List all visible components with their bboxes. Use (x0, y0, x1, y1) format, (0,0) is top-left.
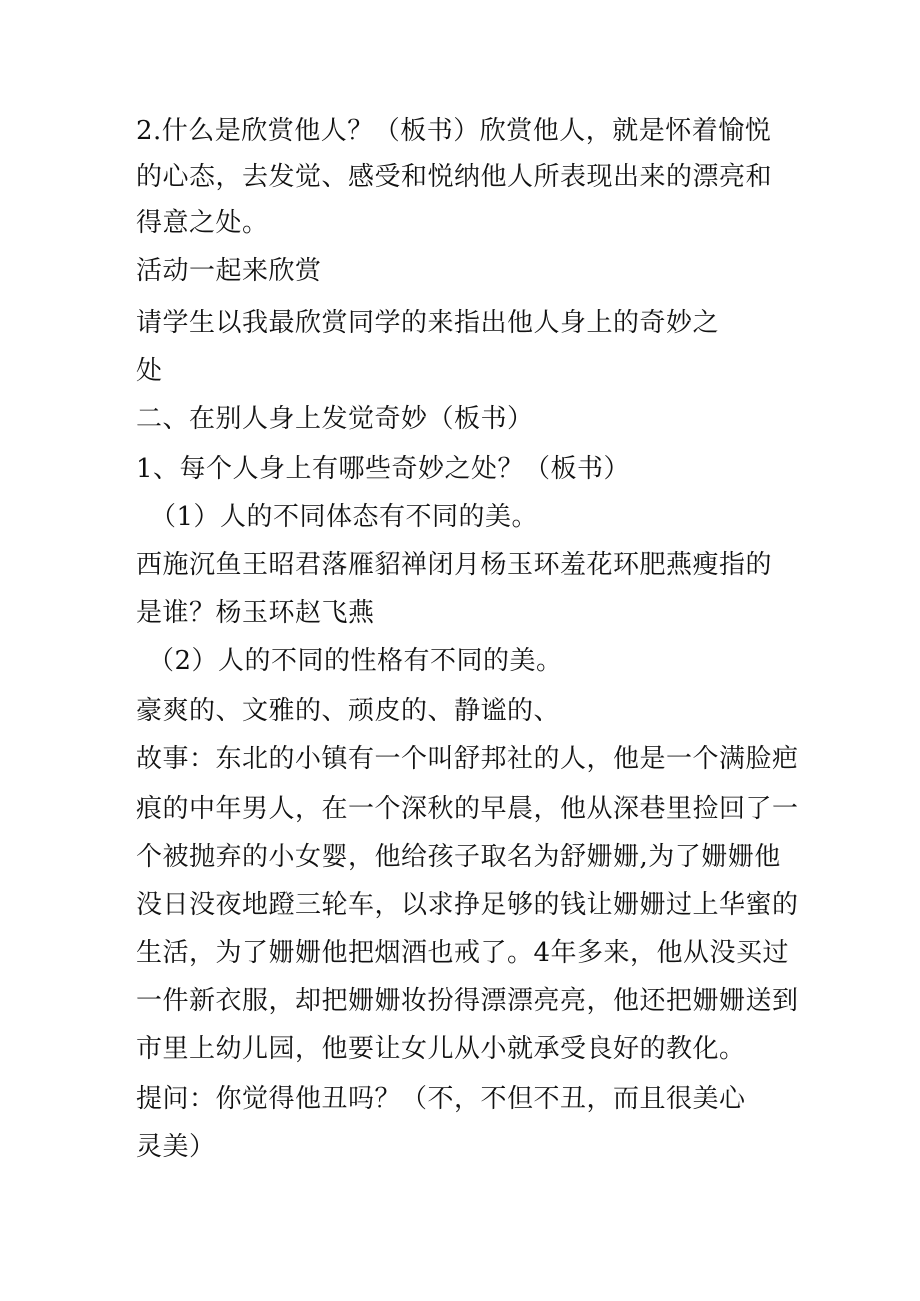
text-line-11: 是谁？杨玉环赵飞燕 (136, 598, 375, 628)
text-line-3: 得意之处。 (136, 208, 269, 238)
story-line-3: 个被抛弃的小女婴，他给孩子取名为舒姗姗,为了姗姗他 (136, 842, 781, 872)
point-2: （2）人的不同的性格有不同的美。 (148, 646, 563, 676)
text-line-1: 2.什么是欣赏他人？（板书）欣赏他人，就是怀着愉悦 (136, 116, 772, 146)
point-1: （1）人的不同体态有不同的美。 (150, 502, 539, 532)
text-line-10: 西施沉鱼王昭君落雁貂禅闭月杨玉环羞花环肥燕瘦指的 (136, 550, 773, 580)
question-line-1: 提问：你觉得他丑吗？（不，不但不丑，而且很美心 (136, 1084, 746, 1114)
text-line-6: 处 (136, 356, 163, 386)
text-line-13: 豪爽的、文雅的、顽皮的、静谧的、 (136, 696, 561, 726)
text-line-2: 的心态，去发觉、感受和悦纳他人所表现出来的漂亮和 (136, 162, 773, 192)
story-line-1: 故事：东北的小镇有一个叫舒邦社的人，他是一个满脸疤 (136, 744, 799, 774)
text-line-5: 请学生以我最欣赏同学的来指出他人身上的奇妙之 (136, 308, 720, 338)
section-heading-2: 二、在别人身上发觉奇妙（板书） (136, 404, 534, 434)
story-line-4: 没日没夜地蹬三轮车，以求挣足够的钱让姗姗过上华蜜的 (136, 890, 799, 920)
question-line-2: 灵美） (136, 1132, 216, 1162)
question-heading: 1、每个人身上有哪些奇妙之处？（板书） (136, 454, 631, 484)
story-line-6: 一件新衣服，却把姗姗妆扮得漂漂亮亮，他还把姗姗送到 (136, 986, 799, 1016)
story-line-7: 市里上幼儿园，他要让女儿从小就承受良好的教化。 (136, 1034, 746, 1064)
section-heading-activity: 活动一起来欣赏 (136, 256, 322, 286)
story-line-2: 痕的中年男人，在一个深秋的早晨，他从深巷里捡回了一 (136, 794, 799, 824)
story-line-5: 生活，为了姗姗他把烟酒也戒了。4年多来，他从没买过 (136, 938, 790, 968)
